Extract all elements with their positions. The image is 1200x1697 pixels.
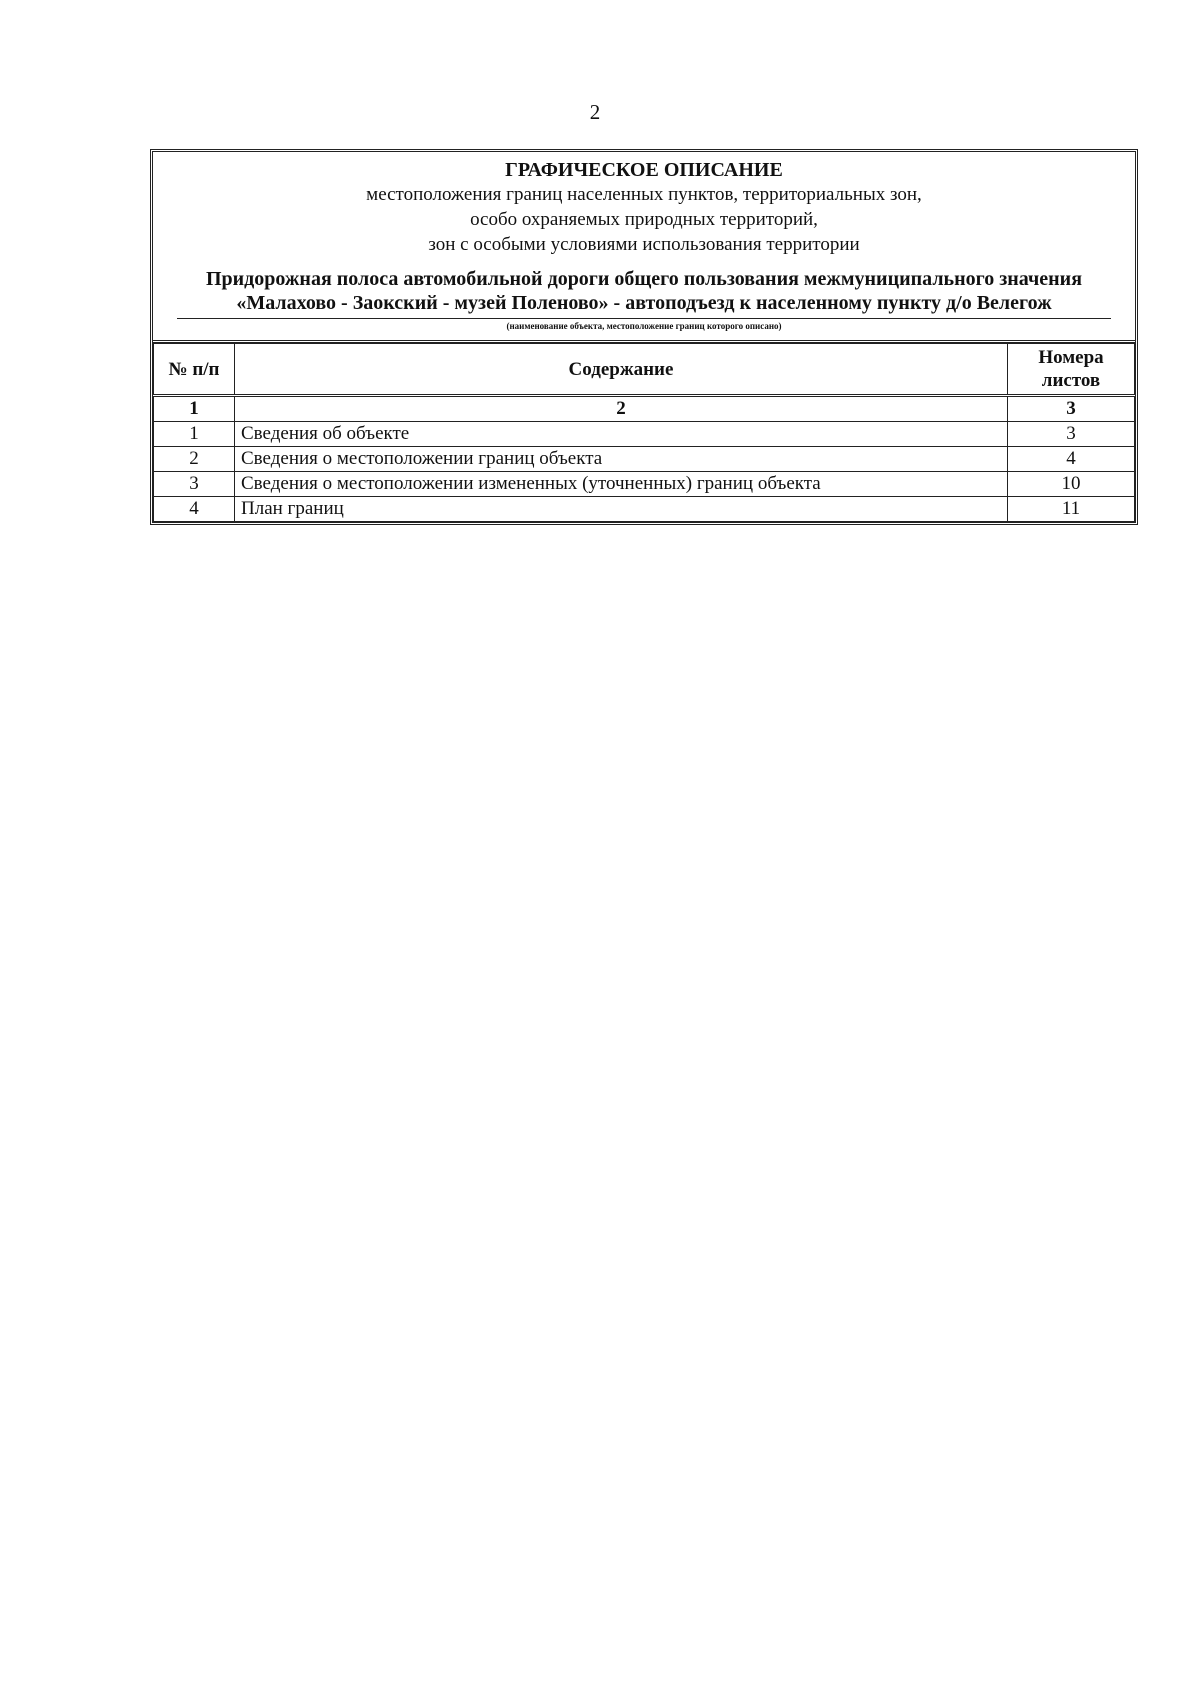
column-index-row <box>154 396 1135 422</box>
row-num: 4 <box>154 497 235 522</box>
subtitle-line-2: особо охраняемых природных территорий, <box>470 209 818 230</box>
row-num: 1 <box>154 422 235 447</box>
table-row <box>154 422 1135 447</box>
column-index-2: 2 <box>235 396 1008 422</box>
column-index-3: 3 <box>1008 396 1135 422</box>
object-name-underline <box>177 318 1111 319</box>
object-caption: (наименование объекта, местоположение границ которого описано) <box>506 321 782 331</box>
row-content: План границ <box>235 497 1008 522</box>
subtitle-line-3: зон с особыми условиями использования территории <box>428 234 860 255</box>
row-content: Сведения о местоположении измененных (уточненных) границ объекта <box>235 472 1008 497</box>
row-content: Сведения о местоположении границ объекта <box>235 447 1008 472</box>
object-name: Придорожная полоса автомобильной дороги общего пользования межмуниципального значения «Малахово - Заокский - музей Поленово» - автоподъезд к населенному пункту д/о Велегож <box>205 268 1083 314</box>
page-number: 2 <box>589 100 601 124</box>
column-index-1: 1 <box>154 396 235 422</box>
row-num: 3 <box>154 472 235 497</box>
table-row <box>154 447 1135 472</box>
row-content: Сведения об объекте <box>235 422 1008 447</box>
row-pages: 3 <box>1008 422 1135 447</box>
header-block <box>153 152 1135 343</box>
row-pages: 10 <box>1008 472 1135 497</box>
header-content: Содержание <box>235 344 1008 396</box>
header-num: № п/п <box>154 344 235 396</box>
contents-table <box>153 343 1135 522</box>
row-pages: 4 <box>1008 447 1135 472</box>
row-pages: 11 <box>1008 497 1135 522</box>
header-pages: Номера листов <box>1008 344 1135 396</box>
row-num: 2 <box>154 447 235 472</box>
table-row <box>154 472 1135 497</box>
table-row <box>154 497 1135 522</box>
document-frame <box>150 149 1138 525</box>
subtitle-line-1: местоположения границ населенных пунктов, территориальных зон, <box>366 184 922 205</box>
table-header-row <box>154 344 1135 396</box>
document-title: ГРАФИЧЕСКОЕ ОПИСАНИЕ <box>505 159 783 181</box>
